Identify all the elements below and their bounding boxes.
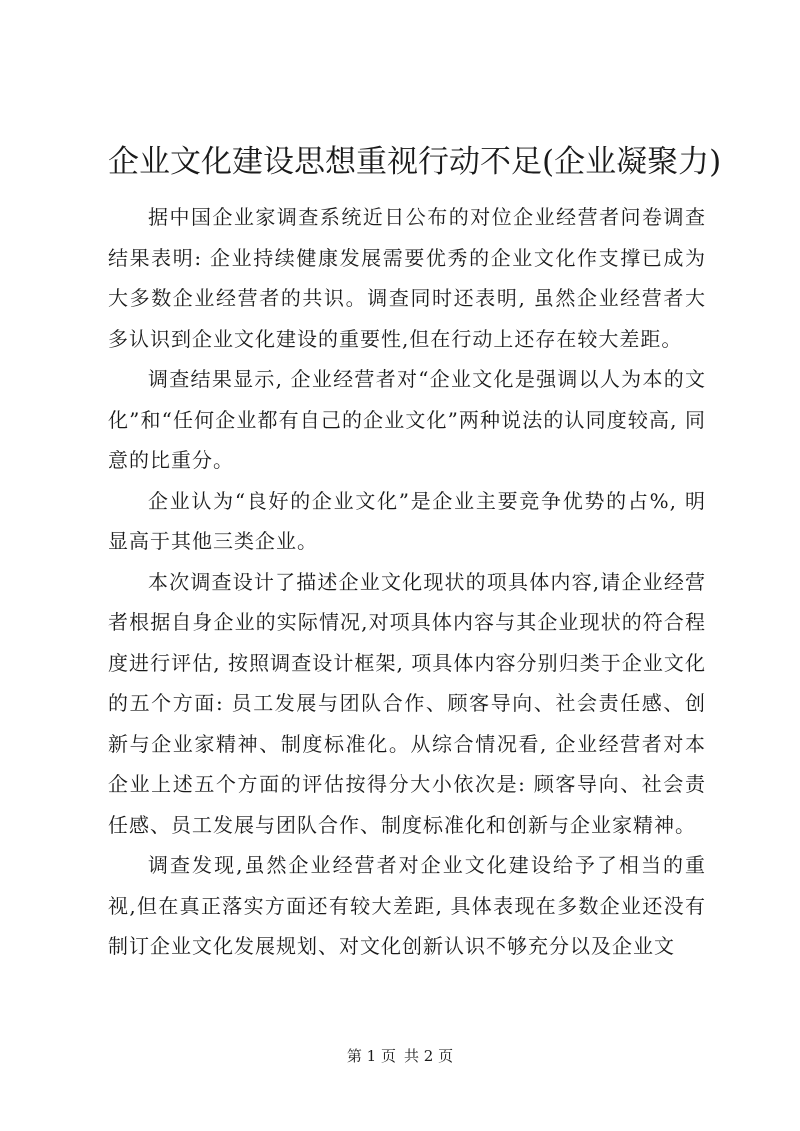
document-title: 企业文化建设思想重视行动不足(企业凝聚力) [108, 144, 722, 180]
paragraph-5: 调查发现,虽然企业经营者对企业文化建设给予了相当的重视,但在真正落实方面还有较大差距, 具体表现在多数企业还没有制订企业文化发展规划、对文化创新认识不够充分以及企业文 [108, 853, 706, 958]
paragraph-4: 本次调查设计了描述企业文化现状的项具体内容,请企业经营者根据自身企业的实际情况,对项具体内容与其企业现状的符合程度进行评估, 按照调查设计框架, 项具体内容分别归类于企业文化的五个方面: 员工发展与团队合作、顾客导向、社会责任感、创新与企业家精神、制度标准化。从综合情况看, 企业经营者对本企业上述五个方面的评估按得分大小依次是: 顾客导向、社会责任感、员工发展与团队合作、制度标准化和创新与企业家精神。 [108, 569, 706, 837]
page-total: 共 2 页 [404, 1047, 454, 1065]
paragraph-3: 企业认为“良好的企业文化”是企业主要竞争优势的占%, 明显高于其他三类企业。 [108, 488, 706, 553]
document-body [108, 197, 706, 967]
paragraph-2: 调查结果显示, 企业经营者对“企业文化是强调以人为本的文化”和“任何企业都有自己的企业文化”两种说法的认同度较高, 同意的比重分。 [108, 367, 706, 472]
page-number: 第 1 页 [346, 1047, 396, 1065]
page-footer [0, 1046, 800, 1066]
paragraph-1: 据中国企业家调查系统近日公布的对位企业经营者问卷调查结果表明: 企业持续健康发展需要优秀的企业文化作支撑已成为大多数企业经营者的共识。调查同时还表明, 虽然企业经营者大多认识到企业文化建设的重要性,但在行动上还存在较大差距。 [108, 205, 706, 351]
